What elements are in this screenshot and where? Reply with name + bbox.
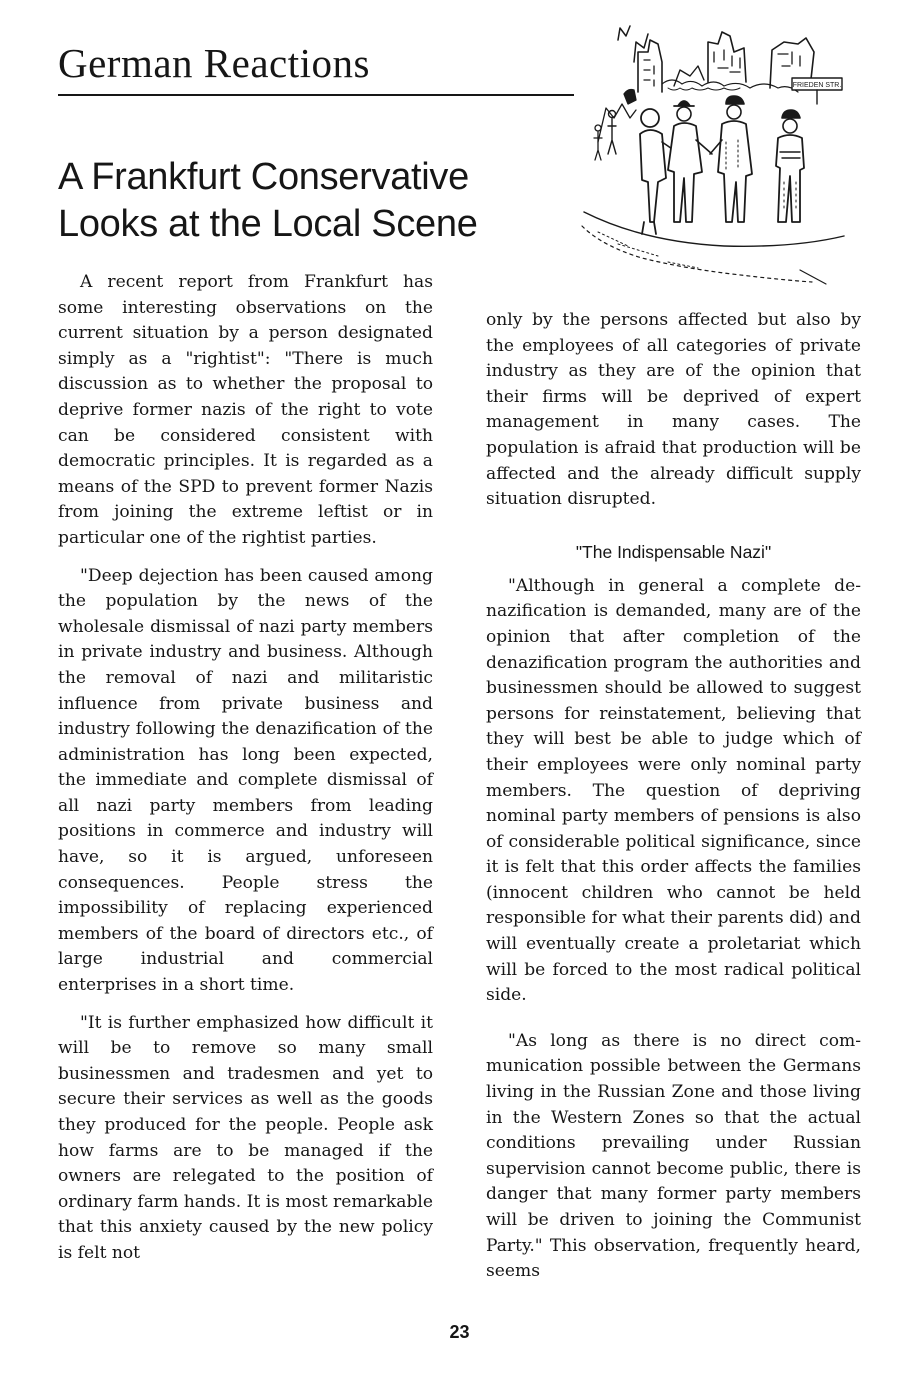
article-paragraph: "Although in general a complete denazification is demanded, many are of the opinion that after completion of the denazification program the authorities and businessmen should be allowed to suggest persons for reinstatement, believing that they will best be able to judge which of their employees were only nominal party members. The question of depriving nominal party members of pensions is also of considerable political significance, since it is felt that this order affects the families (innocent children who cannot be held responsible for what their parents did) and will eventually create a proletariat which will be forced to the most radical political side. [486,575,861,1006]
page-number: 23 [449,1322,470,1342]
right-column [486,308,861,1285]
subheading: "The Indispensable Nazi" [575,541,772,562]
section-title: German Reactions [58,40,370,86]
section-divider [58,94,574,96]
article-paragraph: "It is further emphasized how difficult it will be to remove so many small businessmen and tradesmen and yet to secure their services as well as the goods they produced for the people. People ask how farms are to be managed if the owners are relegated to the position of ordinary farm hands. It is most remarkable that this anxiety caused by the new policy is felt not [58,1012,433,1263]
headline-line-2: Looks at the Local Scene [58,203,478,245]
article-paragraph: "Deep dejection has been caused among the population by the news of the wholesale dismissal of nazi party members in private industry and business. Although the removal of nazi and militaristic influence from private business and industry following the denazification of the administration has long been expected, the immediate and complete dismissal of all nazi party members from leading positions in commerce and industry will have, so it is argued, unforeseen consequences. People stress the impossibility of replacing experienced members of the board of directors etc., of large industrial and commercial enterprises in a short time. [58,565,433,996]
article-paragraph: A recent report from Frankfurt has some interesting observations on the current situation by a person designated simply as a "rightist": "There is much discussion as to whether the proposal to deprive former nazis of the right to vote can be considered consistent with democratic principles. It is regarded as a means of the SPD to prevent former Nazis from joining the extreme leftist or in particular one of the rightist parties. [58,272,433,548]
left-column [58,270,433,1267]
street-sign: FRIEDEN STR. [792,82,842,89]
article-headline [58,154,478,248]
article-paragraph-continuation: only by the persons affected but also by the employees of all categories of private industry as they are of the opinion that their firms will be deprived of expert management in many cases. The population is afraid that production will be affected and the already difficult supply situation disrupted. [486,310,861,510]
street-scene-illustration [578,22,850,288]
article-paragraph: "As long as there is no direct communication possible between the Germans living in the Russian Zone and those living in the Western Zones so that the actual conditions prevailing under Russian supervision cannot become public, there is danger that many former party members will be driven to joining the Communist Party." This observation, frequently heard, seems [486,1030,861,1282]
headline-line-1: A Frankfurt Conservative [58,156,469,198]
